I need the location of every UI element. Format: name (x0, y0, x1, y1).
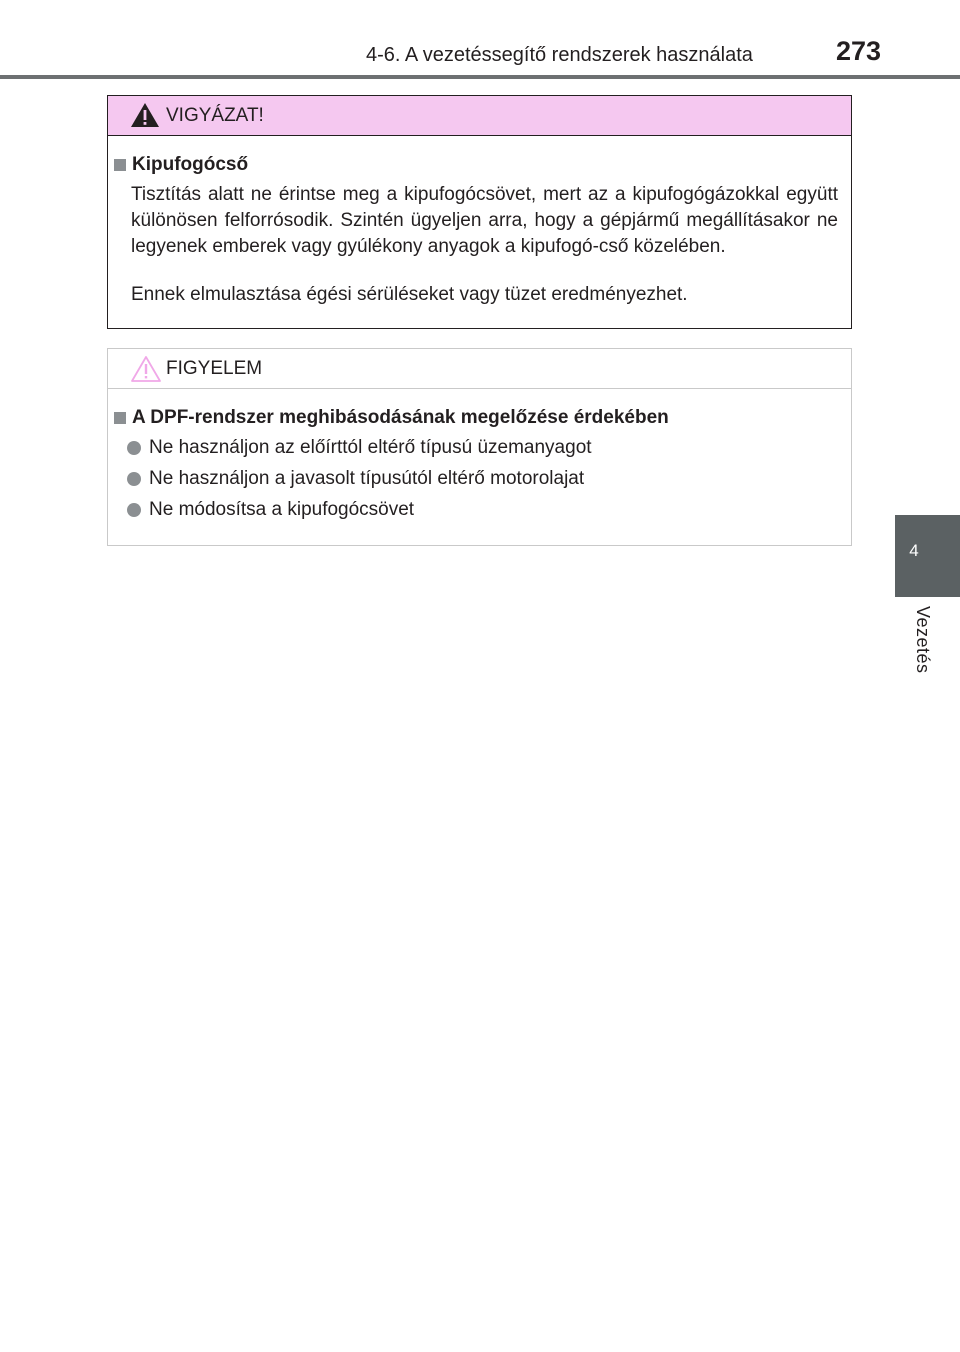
warning-section-title (114, 154, 248, 176)
chapter-tab (895, 515, 960, 597)
warning-box-header (108, 96, 851, 136)
page-header-title: 4-6. A vezetéssegítő rendszerek használata (366, 44, 753, 66)
page-number: 273 (836, 36, 882, 66)
chapter-tab-label: Vezetés (913, 606, 933, 674)
warning-section-title-text: Kipufogócső (132, 154, 249, 175)
list-item-text: Ne használjon az előírttól eltérő típusú üzemanyagot (149, 437, 592, 458)
warning-paragraph: Tisztítás alatt ne érintse meg a kipufogócsövet, mert az a kipufogógázokkal együtt különösen felforrósodik. Szintén ügyeljen arra, hogy a gépjármű megállításakor ne legyenek emberek vagy gyúlékony anyagok a kipufogó-cső közelében. (131, 184, 838, 257)
square-bullet-icon (114, 412, 126, 424)
list-item (127, 468, 584, 490)
list-item (127, 499, 414, 521)
list-item-text: Ne módosítsa a kipufogócsövet (149, 499, 415, 520)
round-bullet-icon (127, 503, 141, 517)
notice-section-title (114, 407, 669, 429)
round-bullet-icon (127, 441, 141, 455)
round-bullet-icon (127, 472, 141, 486)
notice-section-title-text: A DPF-rendszer meghibásodásának megelőzése érdekében (132, 407, 669, 428)
chapter-tab-number: 4 (909, 541, 919, 560)
notice-box (107, 348, 852, 546)
list-item-text: Ne használjon a javasolt típusútól eltérő motorolajat (149, 468, 585, 489)
warning-box-label: VIGYÁZAT! (166, 105, 264, 126)
notice-box-header (108, 349, 851, 389)
list-item (127, 437, 592, 459)
header-divider (0, 75, 960, 79)
warning-box (107, 95, 852, 329)
warning-paragraph-2: Ennek elmulasztása égési sérüléseket vagy tüzet eredményezhet. (131, 284, 688, 305)
caution-triangle-outline-icon (130, 355, 162, 388)
notice-box-label: FIGYELEM (166, 358, 263, 379)
square-bullet-icon (114, 159, 126, 171)
warning-triangle-icon (130, 102, 160, 133)
